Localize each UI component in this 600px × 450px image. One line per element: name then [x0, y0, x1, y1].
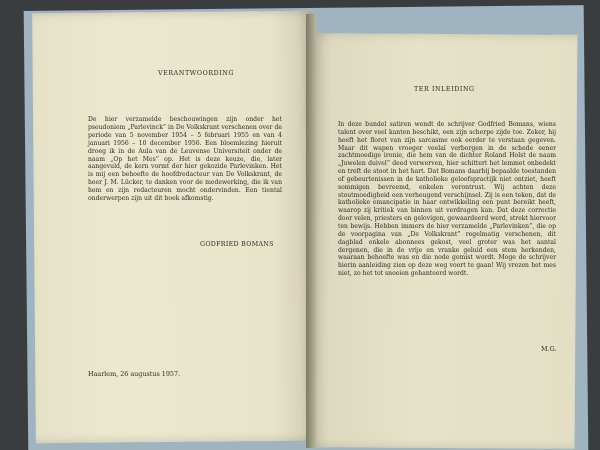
- right-page-body: In deze bundel satiren wendt de schrijver Godfried Bomans, wiens talent over veel kanten beschikt, een zijn scherpe zijde toe. Zeker, hij heeft het floret van zijn sarcasme ook eerder te verstaan gegeven. Maar dit wapen vroeger veelal verborgen in de schede eener zachtmoedige ironie, die hem van de dichter Roland Holst de naam „Juwelen duivel” deed verwerven, hier schittert het lemmet onbedekt en treft de stoot in het hart. Dat Bomans daarbij bepaalde toestanden of gebeurtenissen in de katholieke geloofspractijk niet ontziet, heeft sommigen bevreemd, enkelen verontrust. Wij achten deze stoutmoedigheid een verheugend verschijnsel. Zij is een teken, dat de katholieke emancipatie in haar ontwikkeling een punt bereikt heeft, waarop zij kritiek van binnen uit verdragen kan. Dat deze correctie door velen, priesters en gelovigen, gewaardeerd werd, strekt hiervoor ten bewijs. Hebben immers de hier verzamelde „Parlevinken”, die op de voorpagina van „De Volkskrant” regelmatig verschenen, dit dagblad enkele abonnees gekost, veel groter was het aantal dergenen, die in de vrije en vranke geluid een stem herkenden, waaraan behoefte was en die node gemist wordt. Moge de schrijver hierin aanleiding zien op deze weg voort te gaan! Wij vrezen het mes niet, zo het tot snoeien gehanteerd wordt.: [338, 121, 556, 278]
- place-date: Haarlem, 26 augustus 1957.: [88, 370, 181, 378]
- author-signature: GODFRIED BOMANS: [200, 241, 274, 248]
- author-initials: M.G.: [541, 345, 557, 353]
- right-page-heading: TER INLEIDING: [414, 86, 475, 93]
- book-gutter: [306, 14, 316, 448]
- left-page-body: De hier verzamelde beschouwingen zijn onder het pseudoniem „Parlevinck” in De Volkskrant verschenen over de periode van 5 november 1954 – 5 februari 1955 en van 4 januari 1956 – 10 december 1956. Een bloemlezing hieruit droeg ik in de Aula van de Leuvense Universiteit onder de naam „Op het Mes” op. Het is deze keuze, die, later aangevuld, de kern vormt der hier gekozide Parlevinken. Het is mij een behoefte de hoofdredacteur van De Volkskrant, de heer J. M. Lücker, te danken voor de medewerking, die ik van hem en zijn redacteuren mocht ondervinden. Een tiental onderwerpen zijn uit dit boek afkomstig.: [88, 116, 282, 203]
- left-page-heading: VERANTWOORDING: [158, 70, 235, 77]
